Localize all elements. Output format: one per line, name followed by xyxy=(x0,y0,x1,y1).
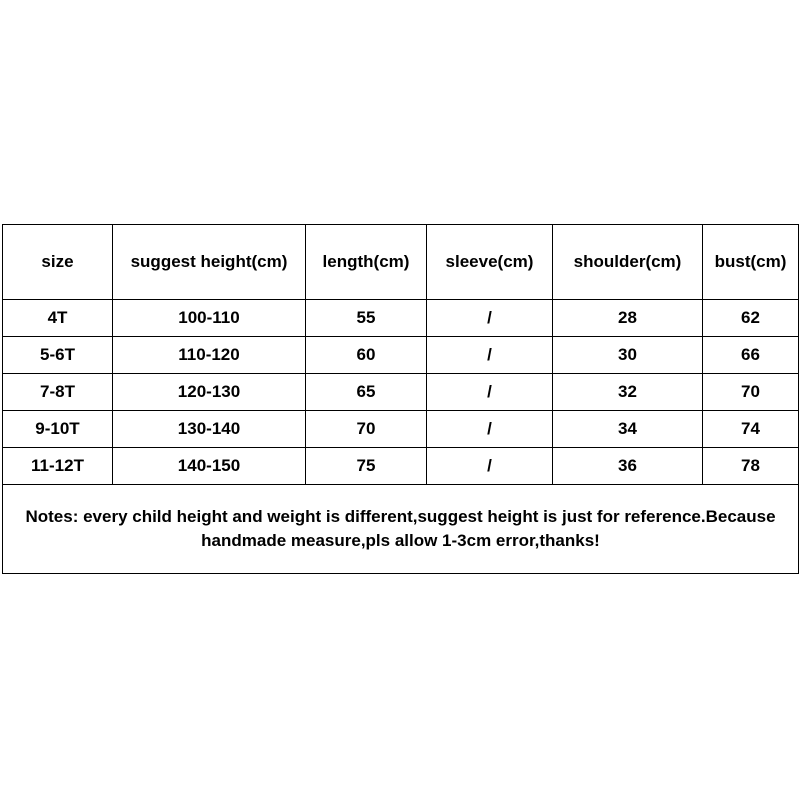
cell-sleeve: / xyxy=(427,300,553,337)
cell-bust: 78 xyxy=(703,448,799,485)
cell-shoulder: 36 xyxy=(553,448,703,485)
table-header-row xyxy=(3,225,799,300)
header-size: size xyxy=(3,225,113,300)
cell-shoulder: 32 xyxy=(553,374,703,411)
cell-sleeve: / xyxy=(427,411,553,448)
cell-length: 70 xyxy=(306,411,427,448)
table-row xyxy=(3,448,799,485)
table-row xyxy=(3,374,799,411)
cell-shoulder: 34 xyxy=(553,411,703,448)
cell-suggest-height: 140-150 xyxy=(113,448,306,485)
cell-bust: 62 xyxy=(703,300,799,337)
notes-text: Notes: every child height and weight is different,suggest height is just for reference.Because handmade measure,pls allow 1-3cm error,thanks! xyxy=(3,485,799,574)
cell-size: 9-10T xyxy=(3,411,113,448)
cell-length: 65 xyxy=(306,374,427,411)
cell-shoulder: 28 xyxy=(553,300,703,337)
header-shoulder: shoulder(cm) xyxy=(553,225,703,300)
cell-suggest-height: 110-120 xyxy=(113,337,306,374)
table-row xyxy=(3,300,799,337)
cell-suggest-height: 100-110 xyxy=(113,300,306,337)
cell-size: 5-6T xyxy=(3,337,113,374)
cell-shoulder: 30 xyxy=(553,337,703,374)
header-sleeve: sleeve(cm) xyxy=(427,225,553,300)
cell-bust: 70 xyxy=(703,374,799,411)
cell-length: 60 xyxy=(306,337,427,374)
cell-suggest-height: 130-140 xyxy=(113,411,306,448)
cell-size: 7-8T xyxy=(3,374,113,411)
cell-sleeve: / xyxy=(427,448,553,485)
cell-size: 11-12T xyxy=(3,448,113,485)
table-row xyxy=(3,337,799,374)
cell-bust: 66 xyxy=(703,337,799,374)
notes-row xyxy=(3,485,799,574)
cell-bust: 74 xyxy=(703,411,799,448)
cell-sleeve: / xyxy=(427,374,553,411)
size-chart-table xyxy=(2,224,799,574)
cell-suggest-height: 120-130 xyxy=(113,374,306,411)
header-bust: bust(cm) xyxy=(703,225,799,300)
table-row xyxy=(3,411,799,448)
cell-sleeve: / xyxy=(427,337,553,374)
header-suggest-height: suggest height(cm) xyxy=(113,225,306,300)
cell-size: 4T xyxy=(3,300,113,337)
cell-length: 55 xyxy=(306,300,427,337)
header-length: length(cm) xyxy=(306,225,427,300)
cell-length: 75 xyxy=(306,448,427,485)
